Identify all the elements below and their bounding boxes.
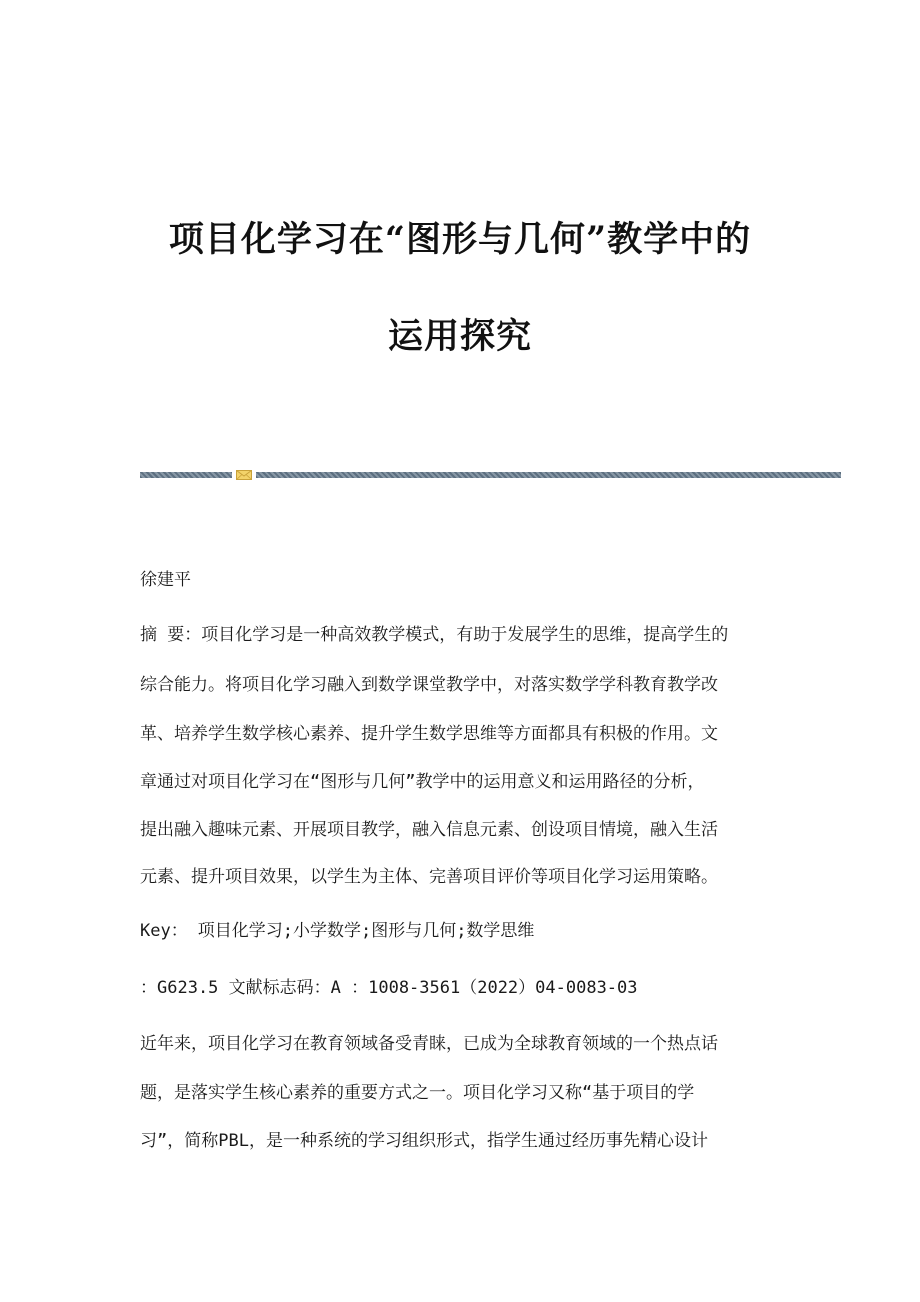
keywords-label: Key： bbox=[140, 921, 188, 941]
classification-line: ：G623.5 文献标志码：A ：1008-3561（2022）04-0083-03 bbox=[140, 978, 638, 998]
keywords-value: 项目化学习;小学数学;图形与几何;数学思维 bbox=[197, 921, 535, 941]
body-line: 习”，简称PBL，是一种系统的学习组织形式，指学生通过经历事先精心设计 bbox=[140, 1131, 708, 1151]
abstract-line: 元素、提升项目效果，以学生为主体、完善项目评价等项目化学习运用策略。 bbox=[140, 867, 718, 887]
abstract-line: 综合能力。将项目化学习融入到数学课堂教学中，对落实数学学科教育教学改 bbox=[140, 675, 718, 695]
body-line: 近年来，项目化学习在教育领域备受青睐，已成为全球教育领域的一个热点话 bbox=[140, 1034, 718, 1054]
abstract-line: 章通过对项目化学习在“图形与几何”教学中的运用意义和运用路径的分析， bbox=[140, 772, 705, 792]
divider-left-segment bbox=[140, 472, 232, 478]
document-title-line-1: 项目化学习在“图形与几何”教学中的 bbox=[168, 219, 752, 260]
abstract-line: 摘 要：项目化学习是一种高效教学模式，有助于发展学生的思维，提高学生的 bbox=[140, 625, 729, 645]
title-divider bbox=[140, 470, 841, 480]
envelope-ornament-icon bbox=[236, 470, 252, 480]
divider-right-segment bbox=[256, 472, 841, 478]
body-line: 题，是落实学生核心素养的重要方式之一。项目化学习又称“基于项目的学 bbox=[140, 1083, 695, 1103]
author-name: 徐建平 bbox=[140, 570, 191, 590]
document-title-line-2: 运用探究 bbox=[387, 316, 532, 357]
abstract-line: 革、培养学生数学核心素养、提升学生数学思维等方面都具有积极的作用。文 bbox=[140, 724, 718, 744]
abstract-line: 提出融入趣味元素、开展项目教学，融入信息元素、创设项目情境，融入生活 bbox=[140, 820, 718, 840]
keywords-line bbox=[140, 919, 534, 943]
